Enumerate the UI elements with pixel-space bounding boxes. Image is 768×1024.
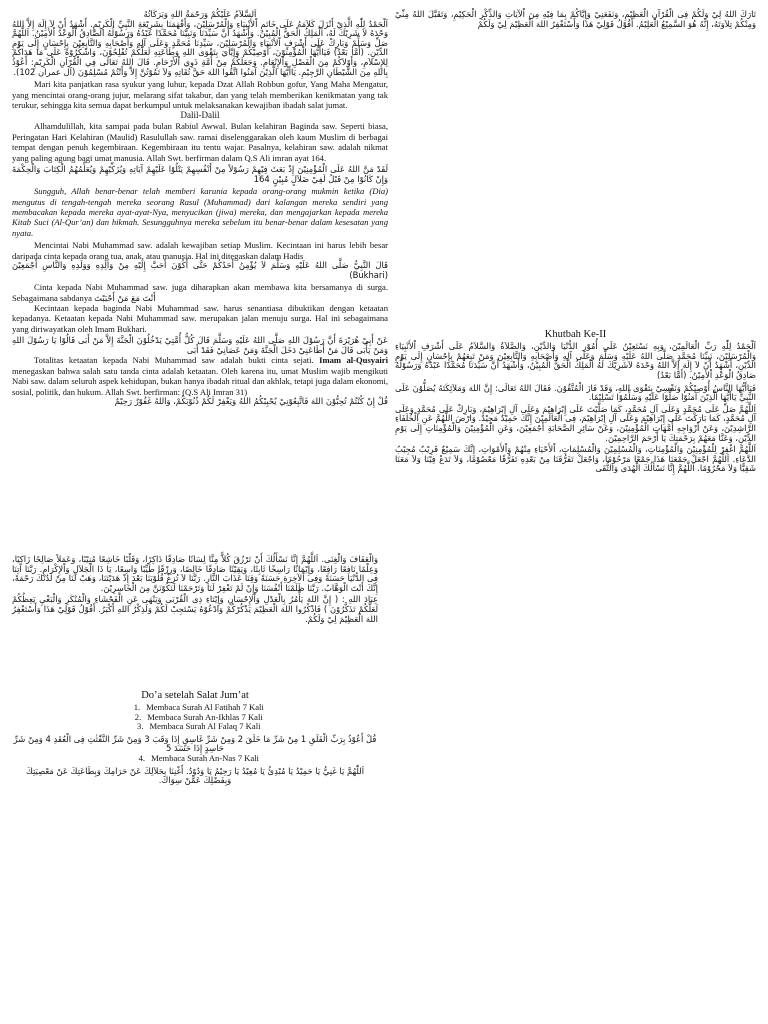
- doa-steps-list-continued: [12, 754, 378, 764]
- khutbah2-paragraph-4: اَللَّهُمَّ اغْفِرْ لِلْمُؤْمِنِيْنَ وَالْمُؤْمِنَاتِ، وَالْمُسْلِمِيْنَ وَالْمُسْلِمَاتِ، اْلأَحْيَاءِ مِنْهُمْ وَاْلأَمْوَاتِ، إِنَّكَ سَمِيْعٌ قَرِيْبٌ مُجِيْبُ الدَّعَاءِ. اَللَّهُمَّ اجْعَلْ جَمْعَنَا هَذَا جَمْعًا مَرْحُوْمًا، وَاجْعَلْ تَفَرُّقَنَا مِنْ بَعْدِهِ تَفَرُّقًا مَعْصُوْمًا، وَلاَ تَدَعْ فِيْنَا وَلاَ مَعَنَا شَقِيًّا وَلاَ مَحْرُوْمًا. اَللَّهُمَّ إِنَّا نَسْأَلُكَ الْهُدَى وَالتُّقَى: [395, 444, 756, 474]
- khutbah2-paragraph-1: اَلْحَمْدُ لِلّٰهِ رَبِّ الْعَالَمِيْنَ، وَبِهِ نَسْتَعِيْنُ عَلَى أُمُوْرِ الدُّنْيَا وَالدِّيْنِ، وَالصَّلاَةُ وَالسَّلاَمُ عَلَى أَشْرَفِ اْلأَنْبِيَاءِ وَالْمُرْسَلِيْنَ، نَبِيِّنَا مُحَمَّدٍ صَلَّى اللهُ عَلَيْهِ وَسَلَّمَ وَعَلَى آلِهِ وَأَصْحَابِهِ وَالتَّابِعِيْنَ وَمَنْ تَبِعَهُمْ بِإِحْسَانٍ إِلَى يَوْمِ الدِّيْنِ، أَشْهَدُ أَنْ لاَ إِلَهَ إِلاَّ اللهُ وَحْدَهُ لاَشَرِيْكَ لَهُ الْمَلِكُ الْحَقُّ الْمُبِيْنُ، وَأَشْهَدُ أَنَّ سَيِّدَنَا مُحَمَّدًا عَبْدُهُ وَرَسُوْلُهُ صَادِقُ الْوَعْدِ اْلأَمِيْنُ. (أَمَّا بَعْدُ): [395, 341, 756, 380]
- tafsir-164-paragraph: Sungguh, Allah benar-benar telah memberi karunia kepada orang-orang mukmin ketika (Dia) mengutus di tengah-tengah mereka seorang Rasul (Muhammad) dari kalangan mereka sendiri yang membacakan kepada mereka ayat-ayat-Nya, menyucikan (jiwa) mereka, dan mengajarkan kepada mereka Kitab Suci (Al-Qur’an) dan hikmah. Sesungguhnya mereka sebelum itu benar-benar dalam kesesatan yang nyata.: [12, 186, 388, 238]
- intro-paragraph: Mari kita panjatkan rasa syukur yang luhur, kepada Dzat Allah Robbun gofur, Yang Maha Mengatur, yang mencintai orang-orang jujur, melarang sifat takabur, dan yang telah memberikan kenikmatan yang tak terukur, sehingga kita semua dapat berkumpul untuk melaksanakan kewajiban ibadah salat jumat.: [12, 79, 388, 110]
- qusyairi-name: Imam al-Qusyairi: [319, 355, 388, 366]
- surga-paragraph: [12, 282, 388, 303]
- ayat-164-text: لَقَدْ مَنَّ اللهُ عَلَى الْمُؤْمِنِيْنَ إِذْ بَعَثَ فِيْهِمْ رَسُوْلاً مِنْ أَنْفُسِهِمْ يَتْلُوْا عَلَيْهِمْ آيَاتِهِ وَيُزَكِّيْهِمْ وَيُعَلِّمُهُمُ الْكِتَابَ وَالْحِكْمَةَ وَإِنْ كَانُوْا مِنْ قَبْلُ لَفِيْ ضَلاَلٍ مُبِيْنٍ: [12, 164, 388, 184]
- ayat-31-arabic: قُلْ إِنْ كُنْتُمْ تُحِبُّوْنَ اللهَ فَاتَّبِعُوْنِيْ يُحْبِبْكُمُ اللهُ وَيَغْفِرْ لَكُمْ ذُنُوْبَكُمْ، وَاللهُ غَفُوْرٌ رَحِيْمٌ: [114, 396, 388, 407]
- muqaddimah-arabic: اَلْحَمْدُ لِلّٰهِ الَّذِيْ أَنْزَلَ كَلاَمَهُ عَلَى خَاتَمِ اْلأَنْبِيَاءِ وَالْمُرْسَلِيْنَ، وَأَفْهَمَنَا بِشَرِيْعَةِ النَّبِيِّ الْكَرِيْمِ. أَشْهَدُ أَنْ لاَ إِلَهَ إِلاَّ اللهُ وَحْدَهُ لاَ شَرِيْكَ لَهُ، اَلْمَلِكُ الْحَقُّ الْمُبِيْنُ. وَأَشْهَدُ أَنَّ سَيِّدَنَا وَنَبِيَّنَا مُحَمَّدًا عَبْدُهُ وَرَسُوْلُهُ الصَّادِقُ الْوَعْدُ اْلأَمِيْنُ. اَللَّهُمَّ صَلِّ وَسَلِّمْ وَبَارِكْ عَلَى أَشْرَفِ اْلأَنْبِيَاءِ وَالْمُرْسَلِيْنَ، سَيِّدِنَا مُحَمَّدٍ وَعَلَى آلِهِ وَأَصْحَابِهِ وَالتَّابِعِيْنَ بِإِحْسَانٍ إِلَى يَوْمِ الدِّيْنِ. (أَمَّا بَعْدُ) فَيَاأَيُّهَا الْمُؤْمِنُوْنَ، أُوْصِيْكُمْ وَإِيَّايَ بِتَقْوَى اللهِ وَطَاعَتِهِ لَعَلَّكُمْ تُفْلِحُوْنَ، وَاشْكُرُوْهُ عَلَى مَا هَدَاكُمْ لِلإِسْلاَمِ، وَأَوْلاَكُمْ مِنَ الْفَضْلِ وَاْلإِنْعَامِ. وَجَعَلَكُمْ مِنْ أُمَّةِ ذَوِي اْلأَرْحَامِ. قَالَ اللهُ تَعَالَى فِي الْقُرْآنِ الْكَرِيْمِ: أَعُوْذُ بِاللهِ مِنَ الشَّيْطَانِ الرَّجِيْمِ. يَاأَيُّهَا الَّذِيْنَ آمَنُوا اتَّقُوا اللهَ حَقَّ تُقَاتِهِ وَلاَ تَمُوْتُنَّ إِلاَّ وَأَنْتُمْ مُسْلِمُوْنَ (آل عمران 102).: [12, 18, 388, 77]
- khutbah2-paragraph-2: فَيَاأَيُّهَا النَّاسُ أُوْصِيْكُمْ وَنَفْسِيْ بِتَقْوَى اللهِ، وَقَدْ فَازَ الْمُتَّقُوْنَ. فَقَالَ اللهُ تَعَالَى: إِنَّ اللهَ وَمَلاَئِكَتَهُ يُصَلُّوْنَ عَلَى النَّبِيِّ يَاأَيُّهَا الَّذِيْنَ آمَنُوْا صَلُّوْا عَلَيْهِ وَسَلِّمُوْا تَسْلِيْمًا.: [395, 382, 756, 403]
- salam-arabic: اَلسَّلاَمُ عَلَيْكُمْ وَرَحْمَةُ اللهِ وَبَرَكَاتُهُ: [143, 9, 257, 19]
- doa-section-title: Do’a setelah Salat Jum’at: [141, 690, 249, 701]
- blank-space: [395, 29, 756, 329]
- ayat-164-arabic: [12, 165, 388, 184]
- khutbah2-paragraph-3: اَللَّهُمَّ صَلِّ عَلَى مُحَمَّدٍ وَعَلَى آلِ مُحَمَّدٍ، كَمَا صَلَّيْتَ عَلَى إِبْرَاهِيْمَ وَعَلَى آلِ إِبْرَاهِيْمَ، وَبَارِكْ عَلَى مُحَمَّدٍ وَعَلَى آلِ مُحَمَّدٍ، كَمَا بَارَكْتَ عَلَى إِبْرَاهِيْمَ وَعَلَى آلِ إِبْرَاهِيْمَ، فِى الْعَالَمِيْنَ إِنَّكَ حَمِيْدٌ مَجِيْدٌ. وَارْضَ اللَّهُمَّ عَنِ الْخُلَفَاءِ الرَّاشِدِيْنَ، وَعَنْ أَزْوَاجِهِ أُمَّهَاتِ الْمُؤْمِنِيْنَ، وَعَنْ سَائِرِ الصَّحَابَةِ أَجْمَعِيْنَ، وَعَنِ الْمُؤْمِنِيْنَ وَالْمُؤْمِنَاتِ إِلَى يَوْمِ الدِّيْنِ، وَعَنَّا مَعَهُمْ بِرَحْمَتِكَ يَا أَرْحَمَ الرَّاحِمِيْنَ.: [395, 403, 756, 443]
- ketaatan-paragraph: Kecintaan kepada baginda Nabi Muhammad saw. harus senantiasa dibuktikan dengan ketaatan kepadanya. Ketaatan kepada Nabi Muhammad saw. merupakan jalan menuju surga. Hal ini sebagaimana yang diriwayatkan oleh Imam Bukhari.: [12, 303, 388, 334]
- qusyairi-text-a: Totalitas ketaatan kepada Nabi Muhammad saw adalah bukti cinta sejati.: [34, 355, 314, 366]
- doa-khutbah-block: [12, 555, 378, 624]
- qusyairi-paragraph: [12, 355, 388, 397]
- hadis-abu-hurairah-arabic: عَنْ أَبِيْ هُرَيْرَةَ أَنَّ رَسُوْلَ اللهِ صَلَّى اللهُ عَلَيْهِ وَسَلَّمَ قَالَ كُلُّ أُمَّتِيْ يَدْخُلُوْنَ الْجَنَّةَ إِلاَّ مَنْ أَبَى قَالُوْا يَا رَسُوْلَ اللهِ وَمَنْ يَأْبَى قَالَ مَنْ أَطَاعَنِيْ دَخَلَ الْجَنَّةَ وَمَنْ عَصَانِيْ فَقَدْ أَبَى: [12, 335, 388, 355]
- ayat-164-number: 164: [253, 173, 270, 184]
- closing-khutbah1-arabic: تَارَكَ اللهُ لِيْ وَلَكُمْ فِى الْقُرْآنِ الْعَظِيْمِ، وَنَفَعَنِيْ وَإِيَّاكُمْ بِمَا فِيْهِ مِنَ اْلآيَاتِ وَالذِّكْرِ الْحَكِيْمِ، وَتَقَبَّلَ اللهُ مِنِّيْ وَمِنْكُمْ تِلاَوَتَهُ، إِنَّهُ هُوَ السَّمِيْعُ الْعَلِيْمُ. أَقُوْلُ قَوْلِيْ هَذَا وَأَسْتَغْفِرُ اللهَ الْعَظِيْمَ لِيْ وَلَكُمْ: [395, 9, 756, 29]
- dalil-heading: Dalil-Dalil: [180, 110, 220, 121]
- hadis-bukhari-source: (Bukhari): [349, 269, 388, 280]
- doa-step: 3. Membaca Surah Al Falaq 7 Kali: [137, 721, 261, 732]
- left-column: [12, 10, 388, 407]
- doa-jumat-arabic: اَللّٰهُمَّ يَا غَنِيُّ يَا حَمِيْدُ يَا مُبْدِئُ يَا مُعِيْدُ يَا رَحِيْمُ يَا وَدُوْدُ. أَغْنِنَا بِحَلاَلِكَ عَنْ حَرَامِكَ وَبِطَاعَتِكَ عَنْ مَعْصِيَتِكَ وَبِفَضْلِكَ عَمَّنْ سِوَاكَ.: [25, 765, 365, 786]
- hadis-surga-arabic: أَنْتَ مَعَ مَنْ أَحْبَبْتَ: [94, 292, 156, 303]
- doa-steps-list: [12, 703, 378, 732]
- surga-text: Cinta kepada Nabi Muhammad saw. juga diharapkan akan membawa kita bersamanya di surga. Sebagaimana sabdanya: [12, 282, 388, 303]
- hadis-bukhari-arabic: [12, 261, 388, 280]
- doa-step: 4. Membaca Surah An-Nas 7 Kali: [138, 752, 259, 763]
- doa-step: 1. Membaca Surah Al Fatihah 7 Kali: [133, 702, 264, 712]
- hadis-bukhari-text: قَالَ النَّبِيُّ صَلَّى اللهُ عَلَيْهِ وَسَلَّمَ لاَ يُؤْمِنُ أَحَدُكُمْ حَتَّى أَكُوْنَ أَحَبَّ إِلَيْهِ مِنْ وَالِدِهِ وَوَلَدِهِ وَالنَّاسِ أَجْمَعِيْنَ: [12, 260, 388, 271]
- doa-khutbah-arabic: وَالْعَفَافَ وَالْغِنَى. اَللَّهُمَّ إِنَّا نَسْأَلُكَ أَنْ تَرْزُقَ كُلاًّ مِنَّا لِسَانًا صَادِقًا ذَاكِرًا، وَقَلْبًا خَاشِعًا مُنِيْبًا، وَعَمَلاً صَالِحًا زَاكِيًا، وَعِلْمًا نَافِعًا رَافِعًا، وَإِيْمَانًا رَاسِخًا ثَابِتًا، وَيَقِيْنًا صَادِقًا خَالِصًا، وَرِزْقًا طَيِّبًا وَاسِعًا، يَا ذَا الْجَلاَلِ وَاْلإِكْرَامِ. رَبَّنَا آتِنَا فِى الدُّنْيَا حَسَنَةً وَفِى اْلآخِرَةِ حَسَنَةً وَقِنَا عَذَابَ النَّارِ. رَبَّنَا لاَ تُزِغْ قُلُوْبَنَا بَعْدَ إِذْ هَدَيْتَنَا، وَهَبْ لَنَا مِنْ لَدُنْكَ رَحْمَةً، إِنَّكَ أَنْتَ الْوَهَّابُ. رَبَّنَا ظَلَمْنَا أَنْفُسَنَا وَإِنْ لَمْ تَغْفِرْ لَنَا وَتَرْحَمْنَا لَنَكُوْنَنَّ مِنَ الْخَاسِرِيْنَ.: [12, 554, 378, 593]
- penutup-arabic: عِبَادَ اللهِ : ( إِنَّ اللهَ يَأْمُرُ بِالْعَدْلِ وَاْلإِحْسَانِ وَإِيْتَاءِ ذِى الْقُرْبَى وَيَنْهَى عَنِ الْفَحْشَاءِ وَالْمُنْكَرِ وَالْبَغْيِ يَعِظُكُمْ لَعَلَّكُمْ تَذَكَّرُوْنَ ) فَاذْكُرُوا اللهَ الْعَظِيْمَ يَذْكُرْكُمْ وَادْعُوْهُ يَسْتَجِبْ لَكُمْ وَلَذِكْرُ اللهِ أَكْبَرُ. أَقُوْلُ قَوْلِيْ هَذَا وَأَسْتَغْفِرُ اللهَ الْعَظِيْمَ لِيْ وَلَكُمْ.: [12, 594, 378, 624]
- doa-setelah-jumat-section: [12, 690, 378, 786]
- maulid-paragraph: Alhamdulillah, kita sampai pada bulan Rabiul Awwal. Bulan kelahiran Baginda saw. Seperti biasa, Peringatan Hari Kelahiran (Maulid) Rasulullah saw. ramai diselenggarakan oleh kaum Muslim di berbagai tempat dengan penuh kegembiraan. Kegembiraan itu tentu wajar. Pasalnya, kelahiran saw. adalah nikmat yang paling agung bagi umat manusia. Allah Swt. berfirman dalam Q.S Ali imran ayat 164.: [12, 121, 388, 163]
- surah-falaq-arabic: قُلْ أَعُوْذُ بِرَبِّ الْفَلَقِ 1 مِنْ شَرِّ مَا خَلَقَ 2 وَمِنْ شَرِّ غَاسِقٍ إِذَا وَقَبَ 3 وَمِنْ شَرِّ النَّفّٰثٰتِ فِى الْعُقَدِ 4 وَمِنْ شَرِّ حَاسِدٍ إِذَا حَسَدَ 5: [13, 733, 377, 754]
- cinta-paragraph: Mencintai Nabi Muhammad saw. adalah kewajiban setiap Muslim. Kecintaan ini harus lebih besar daripada cinta kepada orang tua, anak, atau manusia. Hal ini ditegaskan dalam Hadis: [12, 240, 388, 261]
- right-column: [395, 10, 756, 474]
- qusyairi-text-b: menegaskan bahwa salah satu tanda cinta adalah ketaatan. Oleh karena itu, umat Muslim wajib mengikuti Nabi saw. dalam seluruh aspek kehidupan, bukan hanya ibadah ritual dan akhlak, tetapi juga dalam ekonomi, sosial, politik, dan hukum. Allah Swt. berfirman: (Q.S Ali Imran 31): [12, 365, 388, 397]
- doa-step: 2. Membaca Surah An-Ikhlas 7 Kali: [134, 711, 263, 722]
- khutbah2-title: Khutbah Ke-II: [544, 329, 607, 341]
